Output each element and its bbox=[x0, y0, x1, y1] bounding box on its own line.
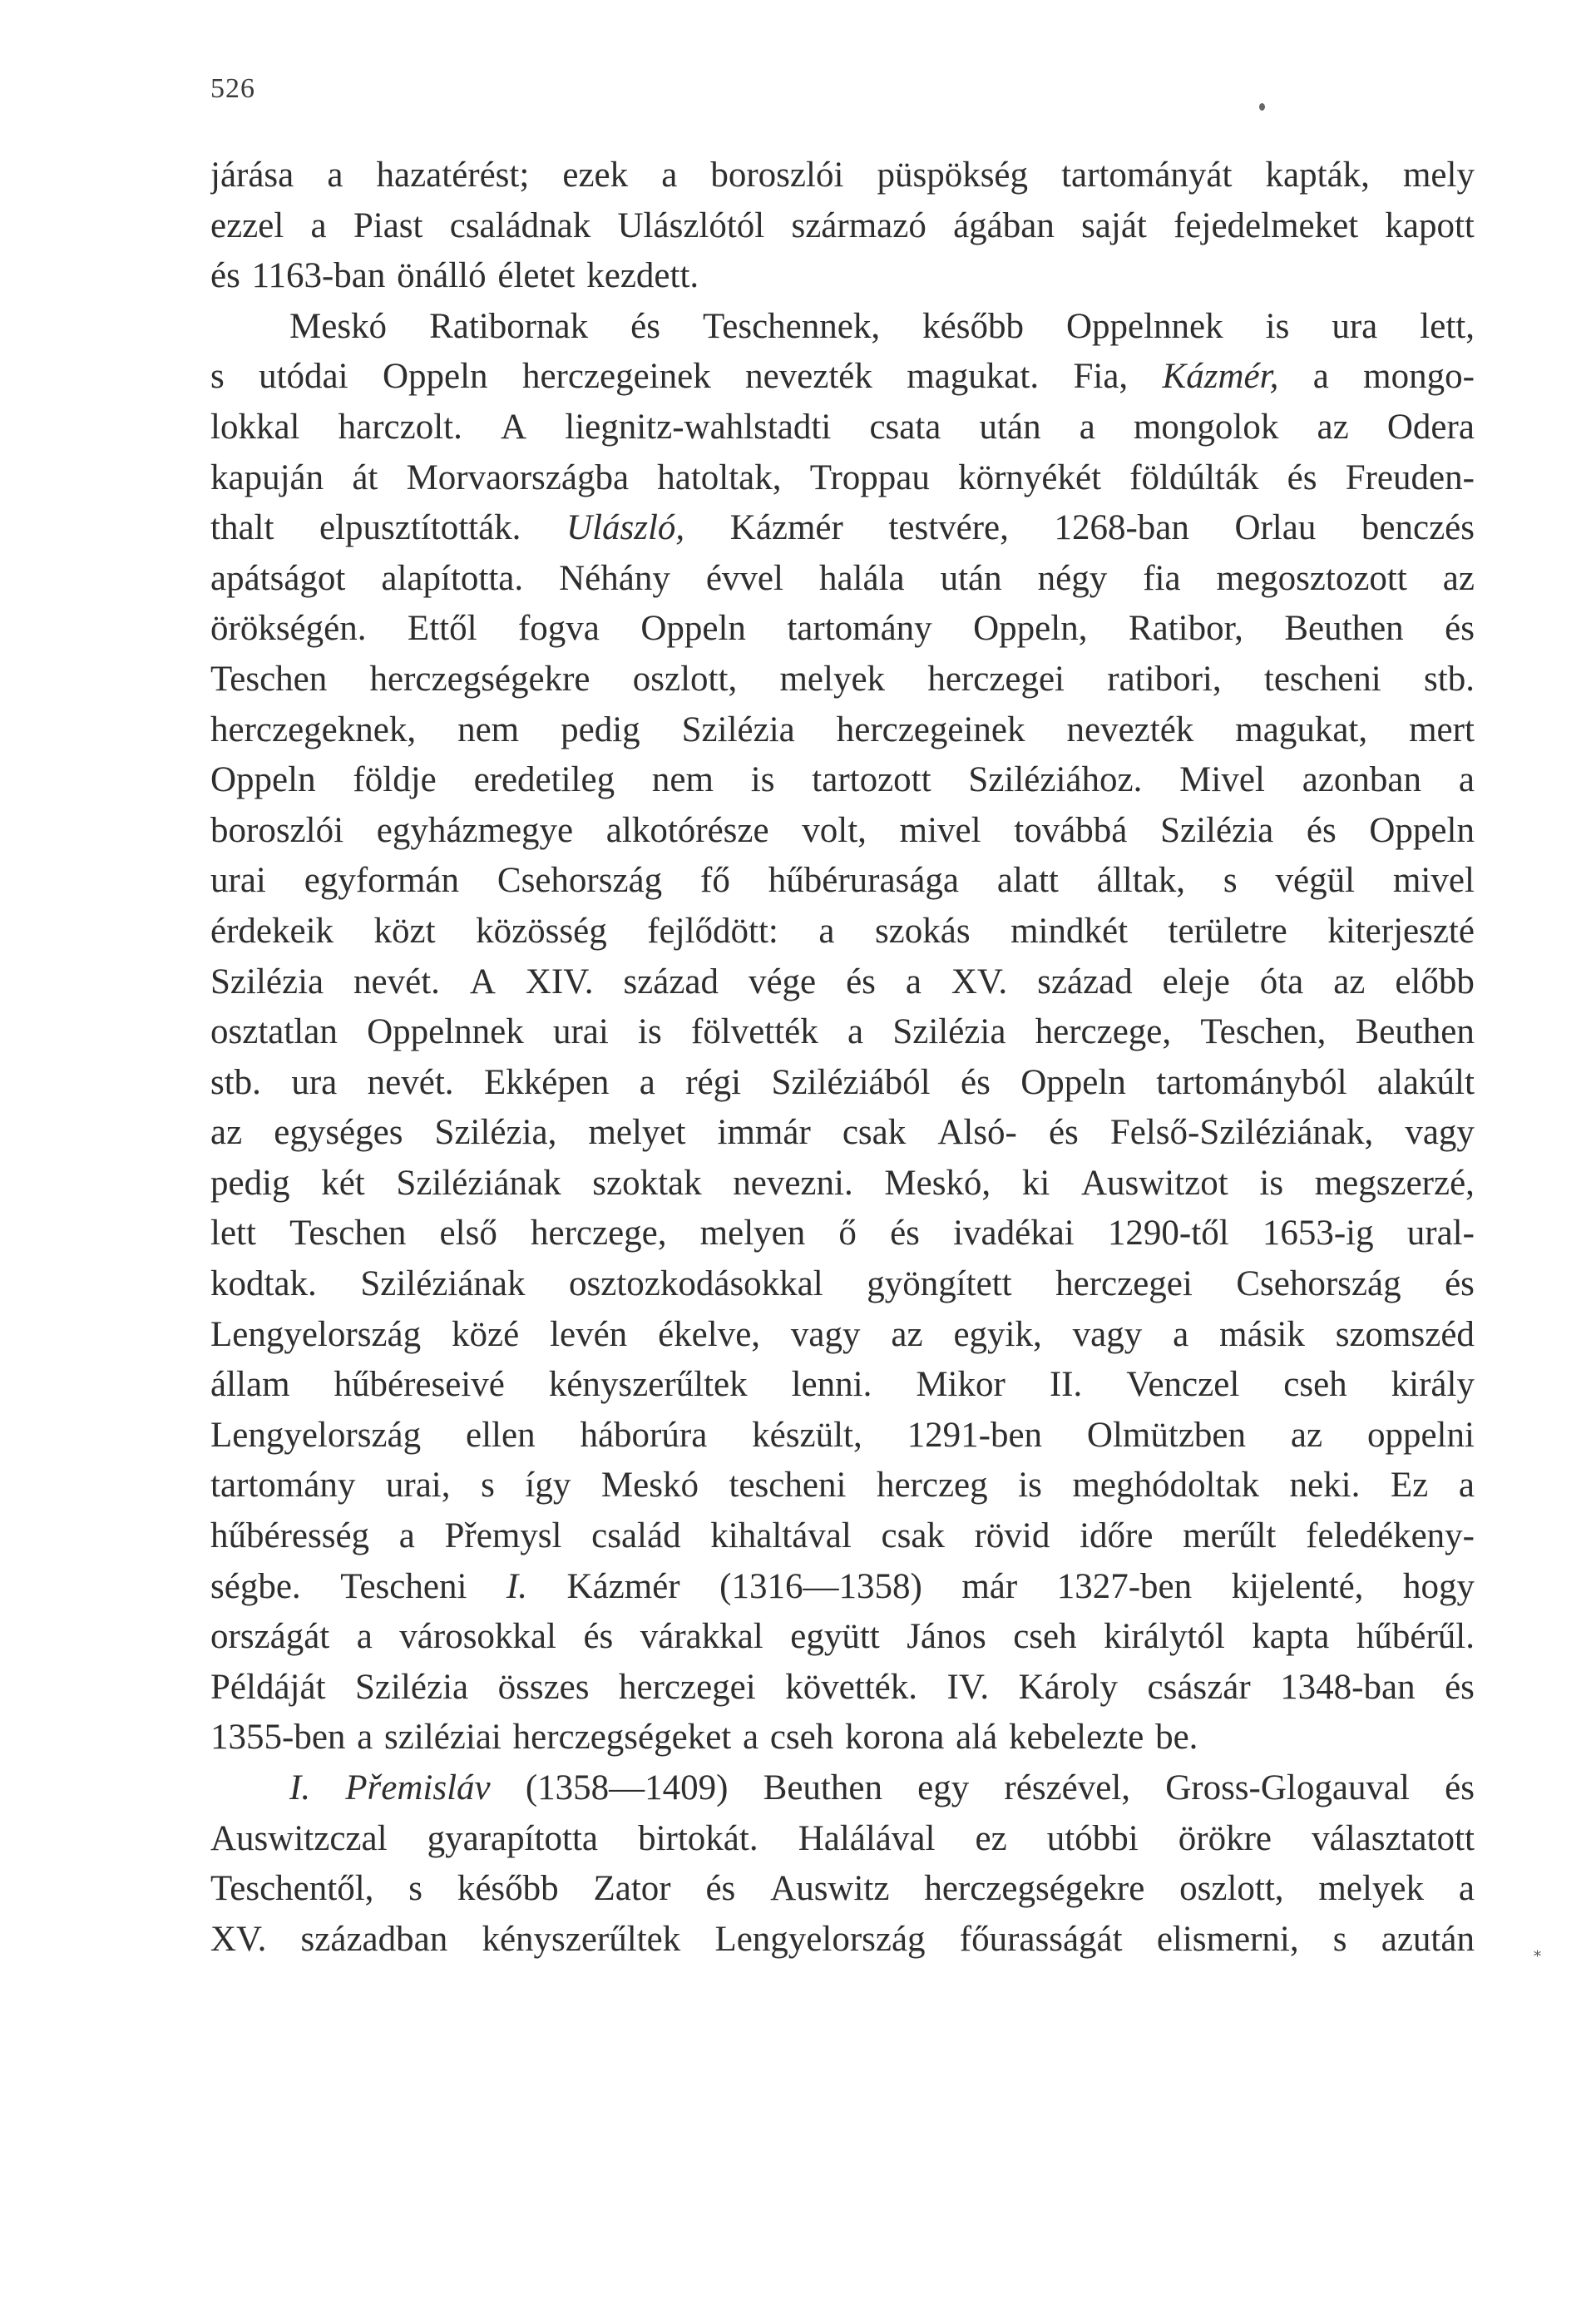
text-line: Lengyelország ellen háborúra készült, 1291-ben Olmützben az oppelni bbox=[210, 1415, 1475, 1455]
margin-dot bbox=[1259, 103, 1265, 111]
text-line: boroszlói egyházmegye alkotórésze volt, mivel továbbá Szilézia és Oppeln bbox=[210, 810, 1475, 850]
text-line: I. Přemisláv (1358—1409) Beuthen egy részével, Gross-Glogauval és bbox=[289, 1768, 1475, 1807]
text-line: herczegeknek, nem pedig Szilézia herczegeinek nevezték magukat, mert bbox=[210, 710, 1475, 749]
text-line: Lengyelország közé levén ékelve, vagy az egyik, vagy a másik szomszéd bbox=[210, 1314, 1475, 1354]
text-line: országát a városokkal és várakkal együtt János cseh királytól kapta hűbérűl. bbox=[210, 1617, 1475, 1657]
text-line: kapuján át Morvaországba hatoltak, Troppau környékét földúlták és Freuden- bbox=[210, 457, 1475, 497]
text-line: thalt elpusztították. Ulászló, Kázmér testvére, 1268-ban Orlau benczés bbox=[210, 508, 1475, 548]
text-line: érdekeik közt közösség fejlődött: a szokás mindkét területre kiterjeszté bbox=[210, 911, 1475, 951]
text-line: lokkal harczolt. A liegnitz-wahlstadti csata után a mongolok az Odera bbox=[210, 407, 1475, 447]
text-line: lett Teschen első herczege, melyen ő és ivadékai 1290-től 1653-ig ural- bbox=[210, 1214, 1475, 1253]
text-line: Példáját Szilézia összes herczegei követték. IV. Károly császár 1348-ban és bbox=[210, 1667, 1475, 1707]
body-text bbox=[210, 151, 1475, 1965]
text-line: állam hűbéreseivé kényszerűltek lenni. Mikor II. Venczel cseh király bbox=[210, 1365, 1475, 1405]
text-line: Szilézia nevét. A XIV. század vége és a XV. század eleje óta az előbb bbox=[210, 962, 1475, 1001]
text-line: apátságot alapította. Néhány évvel halála után négy fia megosztozott az bbox=[210, 558, 1475, 598]
text-line: az egységes Szilézia, melyet immár csak Alsó- és Felső-Sziléziának, vagy bbox=[210, 1113, 1475, 1153]
text-line: Teschen herczegségekre oszlott, melyek herczegei ratibori, tescheni stb. bbox=[210, 659, 1475, 699]
text-line: pedig két Sziléziának szoktak nevezni. Meskó, ki Auswitzot is megszerzé, bbox=[210, 1163, 1475, 1203]
text-line: s utódai Oppeln herczegeinek nevezték magukat. Fia, Kázmér, a mongo- bbox=[210, 357, 1475, 397]
page-number: 526 bbox=[210, 73, 255, 104]
text-line: ségbe. Tescheni I. Kázmér (1316—1358) már 1327-ben kijelenté, hogy bbox=[210, 1566, 1475, 1606]
text-line: osztatlan Oppelnnek urai is fölvették a Szilézia herczege, Teschen, Beuthen bbox=[210, 1012, 1475, 1052]
text-line: 1355-ben a sziléziai herczegségeket a cseh korona alá kebelezte be. bbox=[210, 1718, 1198, 1758]
text-line: stb. ura nevét. Ekképen a régi Sziléziából és Oppeln tartományból alakúlt bbox=[210, 1062, 1475, 1102]
text-line: járása a hazatérést; ezek a boroszlói püspökség tartományát kapták, mely bbox=[210, 156, 1475, 195]
text-line: Auswitzczal gyarapította birtokát. Halálával ez utóbbi örökre választatott bbox=[210, 1818, 1475, 1858]
text-line: kodtak. Sziléziának osztozkodásokkal gyöngített herczegei Csehország és bbox=[210, 1264, 1475, 1304]
text-line: Meskó Ratibornak és Teschennek, később Oppelnnek is ura lett, bbox=[289, 306, 1475, 346]
text-line: hűbéresség a Přemysl család kihaltával csak rövid időre merűlt feledékeny- bbox=[210, 1516, 1475, 1556]
text-line: ezzel a Piast családnak Ulászlótól származó ágában saját fejedelmeket kapott bbox=[210, 205, 1475, 245]
text-line: XV. században kényszerűltek Lengyelország főurasságát elismerni, s azután bbox=[210, 1919, 1475, 1959]
text-line: és 1163-ban önálló életet kezdett. bbox=[210, 256, 699, 296]
text-line: tartomány urai, s így Meskó tescheni herczeg is meghódoltak neki. Ez a bbox=[210, 1466, 1475, 1506]
text-line: urai egyformán Csehország fő hűbérurasága alatt álltak, s végül mivel bbox=[210, 861, 1475, 901]
margin-mark: ⁎ bbox=[1534, 1943, 1541, 1960]
text-line: Teschentől, s később Zator és Auswitz herczegségekre oszlott, melyek a bbox=[210, 1869, 1475, 1909]
text-line: örökségén. Ettől fogva Oppeln tartomány Oppeln, Ratibor, Beuthen és bbox=[210, 609, 1475, 649]
text-line: Oppeln földje eredetileg nem is tartozott Sziléziához. Mivel azonban a bbox=[210, 760, 1475, 800]
